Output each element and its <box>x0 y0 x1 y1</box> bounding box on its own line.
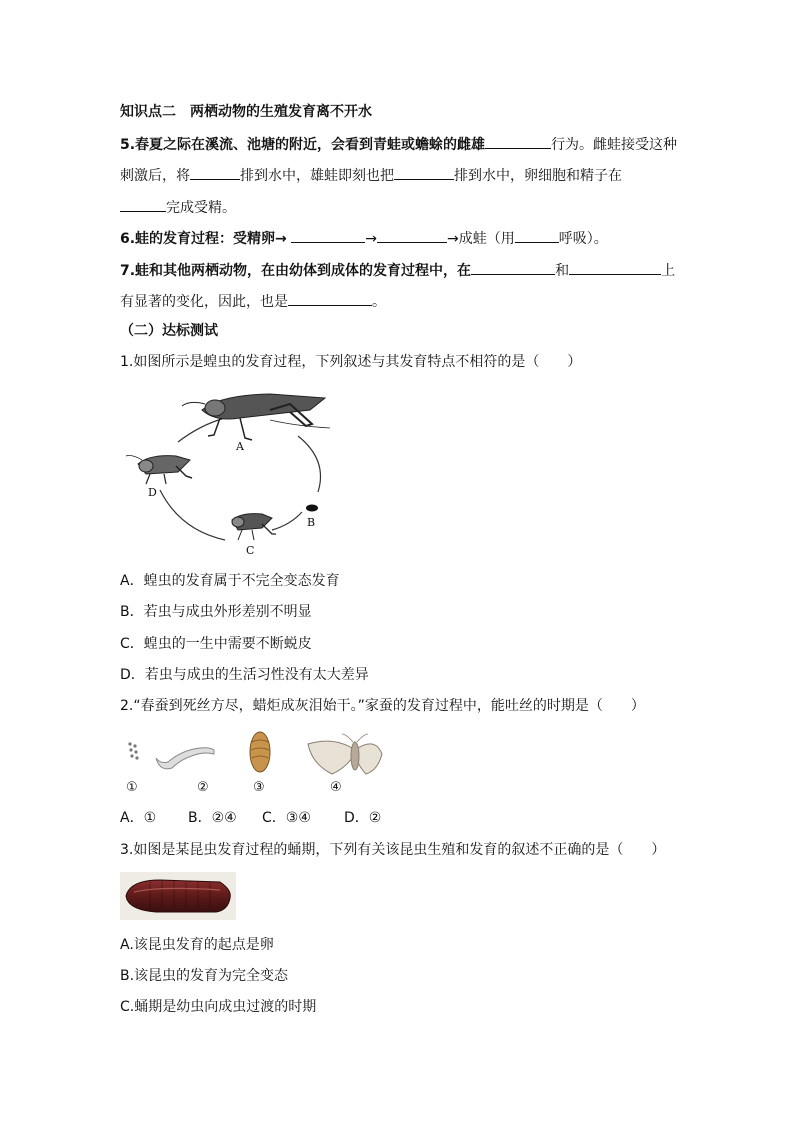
figure-label-d: D <box>148 486 157 499</box>
q7-text: 7.蛙和其他两栖动物，在由幼体到成体的发育过程中，在 <box>120 263 472 279</box>
pupa-illustration <box>120 872 236 920</box>
figure-label-b: B <box>307 516 316 529</box>
silkworm-stages-figure <box>120 728 390 798</box>
t3-option-a[interactable]: A.该昆虫发育的起点是卵 <box>120 937 274 953</box>
t3-option-c[interactable]: C.蛹期是幼虫向成虫过渡的时期 <box>120 999 317 1015</box>
stage-label-1: ① <box>126 780 138 795</box>
q7-line-1 <box>120 259 675 281</box>
locust-development-figure <box>120 380 330 562</box>
answer-blank[interactable] <box>288 290 372 306</box>
answer-blank[interactable] <box>190 164 240 180</box>
figure-label-c: C <box>246 544 255 557</box>
q6-text: →成蛙（用 <box>446 231 515 247</box>
silk-moth-icon <box>308 734 382 774</box>
t3-option-b[interactable]: B.该昆虫的发育为完全变态 <box>120 968 289 984</box>
answer-blank[interactable] <box>471 259 555 275</box>
q6-text: 6.蛙的发育过程：受精卵→ <box>120 231 287 247</box>
q6-line <box>120 227 608 249</box>
t1-option-a[interactable]: A．蝗虫的发育属于不完全变态发育 <box>120 573 340 589</box>
t2-option-d[interactable]: D．② <box>344 810 382 826</box>
figure-label-a: A <box>236 440 244 453</box>
stage-label-2: ② <box>197 780 209 795</box>
answer-blank[interactable] <box>377 227 447 243</box>
q5-line-1 <box>120 133 677 155</box>
q7-text: 和 <box>555 263 570 279</box>
silkworm-eggs-icon <box>128 742 138 759</box>
q5-line-2 <box>120 164 622 186</box>
q7-text: 有显著的变化，因此，也是 <box>120 294 288 310</box>
q5-text: 刺激后，将 <box>120 168 190 184</box>
stage-label-4: ④ <box>330 780 342 795</box>
q5-line-3 <box>120 196 236 218</box>
silkworm-larva-icon <box>156 748 214 769</box>
t2-option-c[interactable]: C．③④ <box>262 810 311 826</box>
q5-text: 5.春夏之际在溪流、池塘的附近，会看到青蛙或蟾蜍的雌雄 <box>120 137 486 153</box>
nymph-locust-small-icon <box>232 514 276 540</box>
locust-lifecycle-illustration <box>120 380 330 562</box>
t2-option-b[interactable]: B．②④ <box>188 810 237 826</box>
nymph-locust-large-icon <box>126 456 192 485</box>
q7-text: 上 <box>661 263 676 279</box>
silkworm-pupa-icon <box>250 732 270 772</box>
q5-text: 排到水中，雄蛙即刻也把 <box>240 168 394 184</box>
q7-text: 。 <box>372 294 386 310</box>
pupa-photo <box>120 872 236 920</box>
section-title: 知识点二 两栖动物的生殖发育离不开水 <box>120 104 372 120</box>
q5-text: 排到水中，卵细胞和精子在 <box>454 168 622 184</box>
q5-text: 完成受精。 <box>166 200 236 216</box>
t1-option-d[interactable]: D．若虫与成虫的生活习性没有太大差异 <box>120 667 369 683</box>
q6-text: → <box>365 231 377 247</box>
answer-blank[interactable] <box>120 196 166 212</box>
t3-stem: 3.如图是某昆虫发育过程的蛹期，下列有关该昆虫生殖和发育的叙述不正确的是（ ） <box>120 842 666 858</box>
q7-line-2 <box>120 290 386 312</box>
q6-text: 呼吸）。 <box>558 231 608 247</box>
t1-option-c[interactable]: C．蝗虫的一生中需要不断蜕皮 <box>120 636 312 652</box>
t2-stem: 2.“春蚕到死丝方尽，蜡炬成灰泪始干。”家蚕的发育过程中，能吐丝的时期是（ ） <box>120 698 645 714</box>
t2-option-a[interactable]: A．① <box>120 810 157 826</box>
silkworm-stages-illustration <box>120 728 390 778</box>
t1-option-b[interactable]: B．若虫与成虫外形差别不明显 <box>120 604 312 620</box>
answer-blank[interactable] <box>569 259 661 275</box>
egg-icon <box>306 505 318 512</box>
answer-blank[interactable] <box>515 227 559 243</box>
answer-blank[interactable] <box>485 133 551 149</box>
q5-text: 行为。雌蛙接受这种 <box>551 137 678 153</box>
stage-label-3: ③ <box>253 780 265 795</box>
subsection-title: （二）达标测试 <box>120 323 218 339</box>
adult-locust-icon <box>182 394 330 440</box>
answer-blank[interactable] <box>394 164 454 180</box>
answer-blank[interactable] <box>291 227 365 243</box>
t1-stem: 1.如图所示是蝗虫的发育过程，下列叙述与其发育特点不相符的是（ ） <box>120 354 582 370</box>
